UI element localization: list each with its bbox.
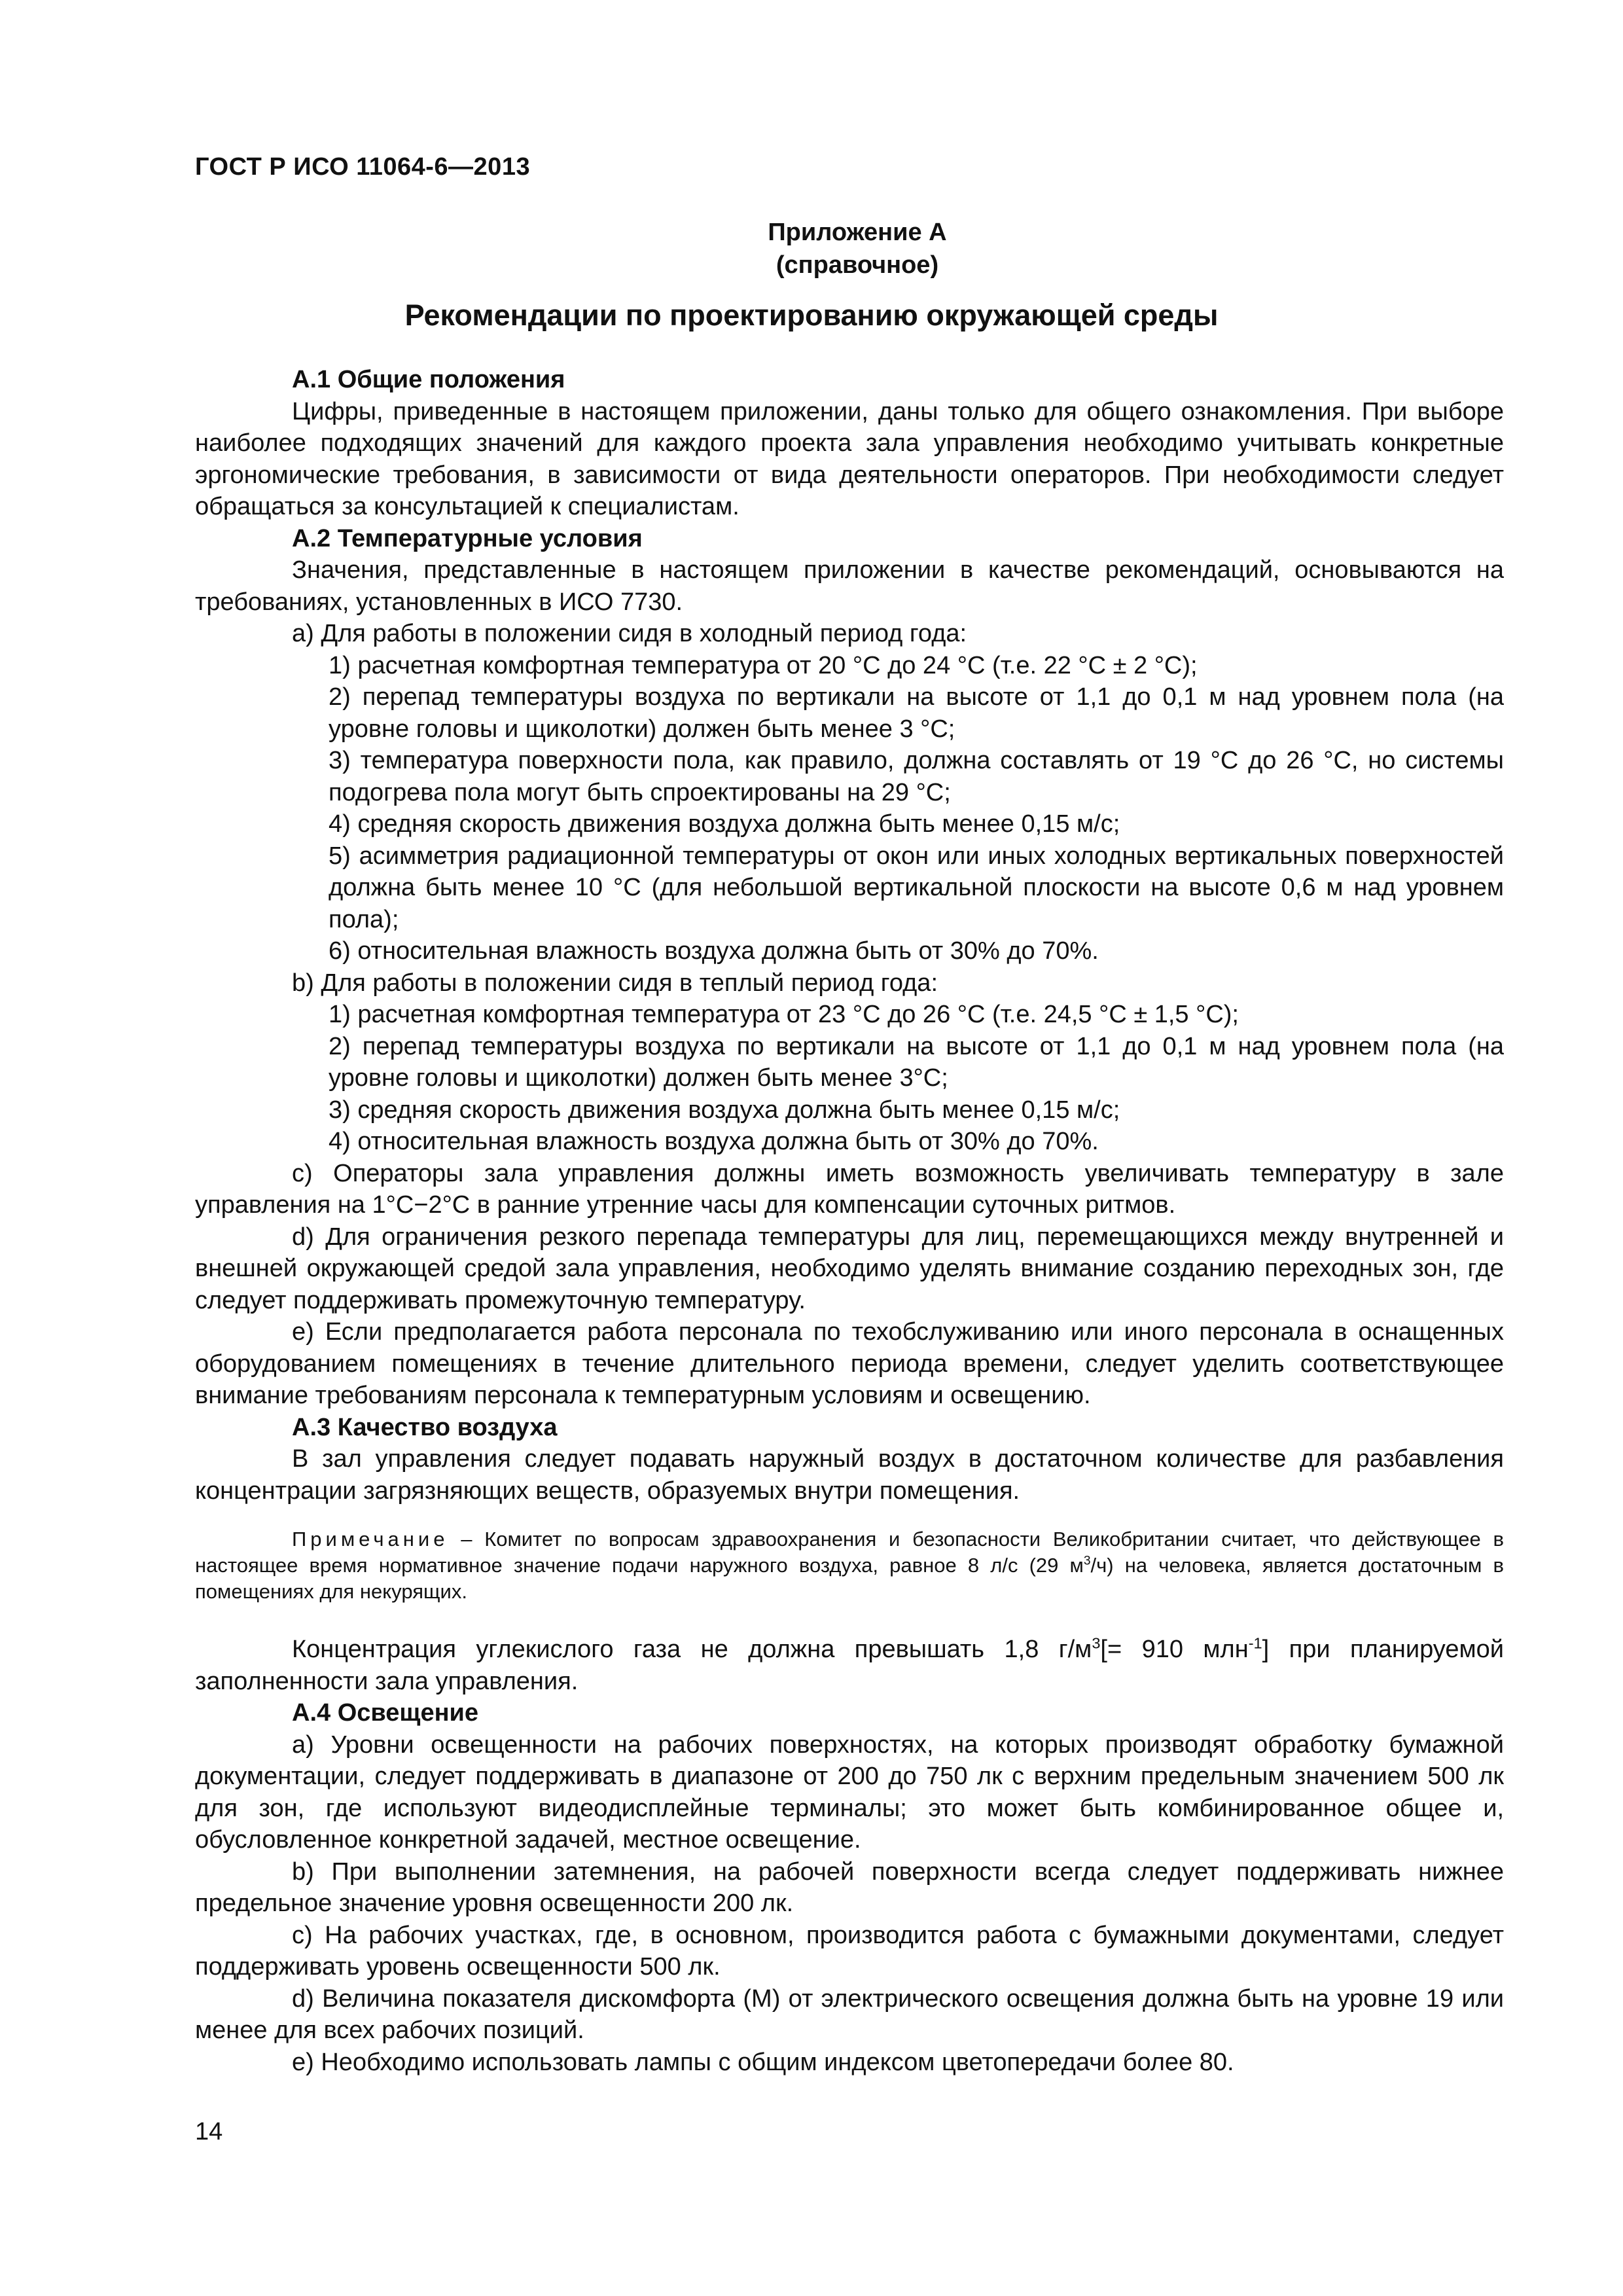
section-a3-paragraph: В зал управления следует подавать наружный воздух в достаточном количестве для разбавления концентрации загрязняющих веществ, образуемых внутри помещения. bbox=[195, 1445, 1504, 1505]
appendix-title: Рекомендации по проектированию окружающей среды bbox=[404, 298, 1219, 332]
section-a3-co2-paragraph bbox=[195, 1634, 1504, 1697]
section-a4-item-d: d) Величина показателя дискомфорта (М) от электрического освещения должна быть на уровне 19 или менее для всех рабочих позиций. bbox=[195, 1984, 1504, 2044]
appendix-label: Приложение А bbox=[768, 219, 947, 246]
list-item: 2) перепад температуры воздуха по вертикали на высоте от 1,1 до 0,1 м над уровнем пола (на уровне головы и щиколотки) должен быть менее 3 °С; bbox=[329, 683, 1504, 743]
list-item: 6) относительная влажность воздуха должна быть от 30% до 70%. bbox=[329, 937, 1099, 965]
list-item: 1) расчетная комфортная температура от 23 °С до 26 °С (т.е. 24,5 °С ± 1,5 °С); bbox=[329, 1001, 1239, 1028]
appendix-block bbox=[0, 216, 1623, 281]
co2-text-mid: [= 910 млн bbox=[1100, 1636, 1249, 1663]
list-item: 1) расчетная комфортная температура от 20 °С до 24 °С (т.е. 22 °С ± 2 °С); bbox=[329, 651, 1198, 679]
section-a3-note bbox=[195, 1526, 1504, 1605]
note-text: – Комитет по вопросам здравоохранения и безопасности Великобритании считает, что действующее в настоящее время нормативное значение подачи наружного воздуха, равное 8 л/с (29 м bbox=[195, 1528, 1504, 1577]
list-item: 2) перепад температуры воздуха по вертикали на высоте от 1,1 до 0,1 м над уровнем пола (на уровне головы и щиколотки) должен быть менее 3°С; bbox=[329, 1032, 1504, 1092]
document-body bbox=[195, 364, 1504, 2078]
section-a2-intro: Значения, представленные в настоящем приложении в качестве рекомендаций, основываются на требованиях, установленных в ИСО 7730. bbox=[195, 556, 1504, 616]
section-a2-list-a-title: а) Для работы в положении сидя в холодный период года: bbox=[292, 620, 967, 647]
note-label: Примечание bbox=[292, 1528, 449, 1551]
co2-superscript-unit: 3 bbox=[1092, 1634, 1101, 1652]
appendix-type: (справочное) bbox=[776, 251, 939, 279]
section-a4-item-c: с) На рабочих участках, где, в основном, производится работа с бумажными документами, следует поддерживать уровень освещенности 500 лк. bbox=[195, 1921, 1504, 1981]
list-item: 3) средняя скорость движения воздуха должна быть менее 0,15 м/с; bbox=[329, 1096, 1120, 1124]
section-a2-heading: А.2 Температурные условия bbox=[292, 524, 643, 552]
co2-text-end: ] при планируемой заполненности зала управления. bbox=[195, 1636, 1504, 1695]
section-a4-heading: А.4 Освещение bbox=[292, 1699, 479, 1727]
section-a2-list-b-title: b) Для работы в положении сидя в теплый период года: bbox=[292, 969, 938, 997]
list-item: 5) асимметрия радиационной температуры от окон или иных холодных вертикальных поверхностей должна быть менее 10 °С (для небольшой вертикальной плоскости на высоте 0,6 м над уровнем пола); bbox=[329, 842, 1504, 933]
co2-superscript-ppm: -1 bbox=[1248, 1634, 1262, 1652]
section-a1-heading: А.1 Общие положения bbox=[292, 366, 565, 393]
note-superscript: 3 bbox=[1083, 1554, 1091, 1568]
note-text-end: /ч) на человека, является достаточным в помещениях для некурящих. bbox=[195, 1554, 1504, 1603]
list-item: 4) относительная влажность воздуха должна быть от 30% до 70%. bbox=[329, 1128, 1099, 1155]
section-a4-item-e: е) Необходимо использовать лампы с общим индексом цветопередачи более 80. bbox=[292, 2048, 1234, 2076]
standard-header: ГОСТ Р ИСО 11064-6—2013 bbox=[195, 153, 531, 181]
section-a2-item-d: d) Для ограничения резкого перепада температуры для лиц, перемещающихся между внутренней и внешней окружающей средой зала управления, необходимо уделять внимание созданию переходных зон, где следует поддерживать промежуточную температуру. bbox=[195, 1223, 1504, 1314]
section-a1-paragraph: Цифры, приведенные в настоящем приложении, даны только для общего ознакомления. При выборе наиболее подходящих значений для каждого проекта зала управления необходимо учитывать конкретные эргономические требования, в зависимости от вида деятельности операторов. При необходимости следует обращаться за консультацией к специалистам. bbox=[195, 397, 1504, 520]
page-number: 14 bbox=[195, 2118, 223, 2145]
list-item: 3) температура поверхности пола, как правило, должна составлять от 19 °С до 26 °С, но системы подогрева пола могут быть спроектированы на 29 °С; bbox=[329, 747, 1504, 806]
co2-text: Концентрация углекислого газа не должна превышать 1,8 г/м bbox=[292, 1636, 1092, 1663]
section-a4-item-b: b) При выполнении затемнения, на рабочей поверхности всегда следует поддерживать нижнее предельное значение уровня освещенности 200 лк. bbox=[195, 1857, 1504, 1917]
section-a2-item-c: с) Операторы зала управления должны иметь возможность увеличивать температуру в зале управления на 1°С−2°С в ранние утренние часы для компенсации суточных ритмов. bbox=[195, 1159, 1504, 1219]
section-a2-item-e: е) Если предполагается работа персонала по техобслуживанию или иного персонала в оснащенных оборудованием помещениях в течение длительного периода времени, следует уделить соответствующее внимание требованиям персонала к температурным условиям и освещению. bbox=[195, 1318, 1504, 1409]
list-item: 4) средняя скорость движения воздуха должна быть менее 0,15 м/с; bbox=[329, 810, 1120, 838]
section-a4-item-a: а) Уровни освещенности на рабочих поверхностях, на которых производят обработку бумажной документации, следует поддерживать в диапазоне от 200 до 750 лк с верхним предельным значением 500 лк для зон, где используют видеодисплейные терминалы; это может быть комбинированное общее и, обусловленное конкретной задачей, местное освещение. bbox=[195, 1731, 1504, 1854]
section-a3-heading: А.3 Качество воздуха bbox=[292, 1413, 558, 1441]
